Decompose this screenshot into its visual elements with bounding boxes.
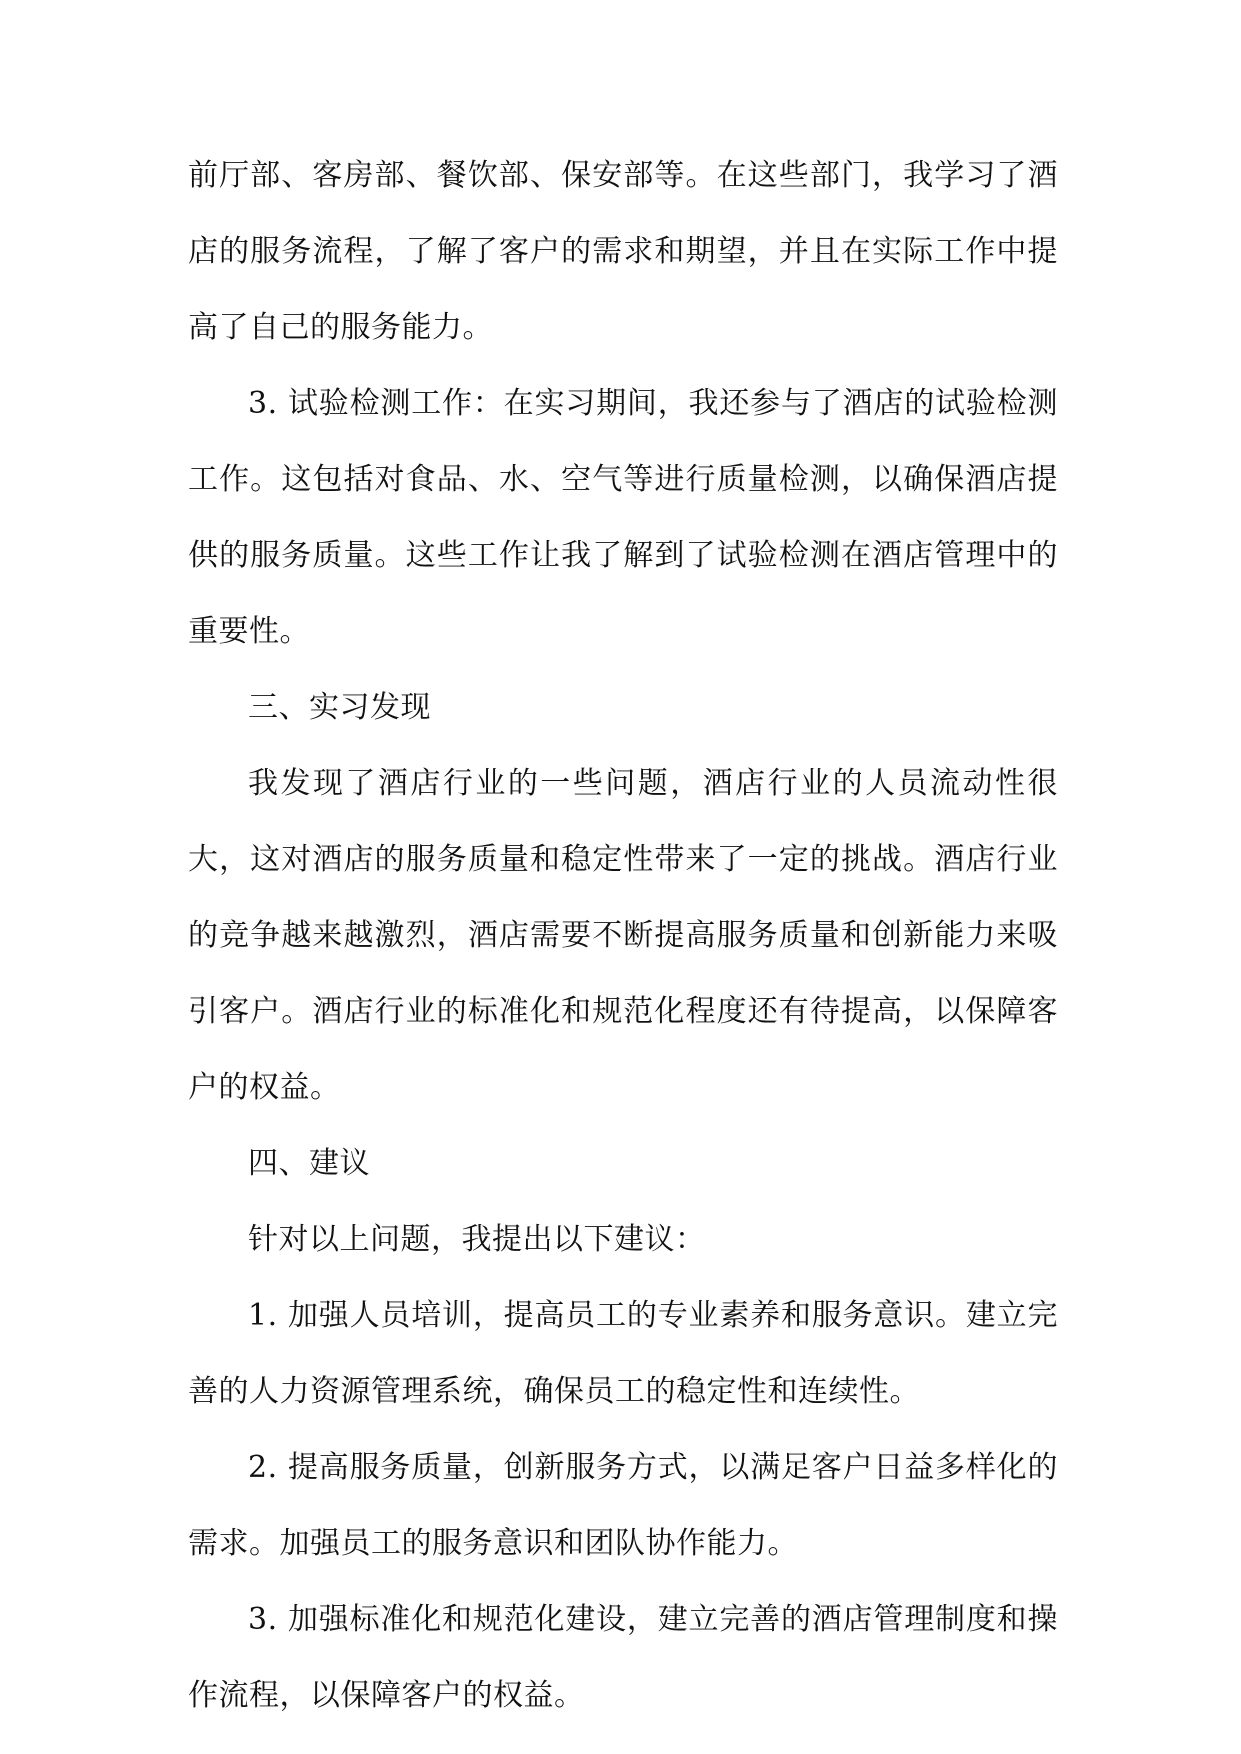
paragraph-suggestion-1: 1. 加强人员培训，提高员工的专业素养和服务意识。建立完善的人力资源管理系统，确保员工的稳定性和连续性。 [188,1298,1058,1409]
document-body [188,138,1058,1734]
paragraph-suggestion-2: 2. 提高服务质量，创新服务方式，以满足客户日益多样化的需求。加强员工的服务意识和团队协作能力。 [188,1450,1058,1561]
section-heading-findings: 三、实习发现 [248,690,431,725]
paragraph-findings: 我发现了酒店行业的一些问题，酒店行业的人员流动性很大，这对酒店的服务质量和稳定性带来了一定的挑战。酒店行业的竞争越来越激烈，酒店需要不断提高服务质量和创新能力来吸引客户。酒店行业的标准化和规范化程度还有待提高，以保障客户的权益。 [188,766,1058,1105]
paragraph-suggestions-intro: 针对以上问题，我提出以下建议： [248,1222,706,1257]
paragraph-departments: 前厅部、客房部、餐饮部、保安部等。在这些部门，我学习了酒店的服务流程，了解了客户的需求和期望，并且在实际工作中提高了自己的服务能力。 [188,158,1058,345]
paragraph-testing-work: 3. 试验检测工作：在实习期间，我还参与了酒店的试验检测工作。这包括对食品、水、空气等进行质量检测，以确保酒店提供的服务质量。这些工作让我了解到了试验检测在酒店管理中的重要性。 [188,386,1058,649]
section-heading-suggestions: 四、建议 [248,1146,370,1181]
paragraph-suggestion-3: 3. 加强标准化和规范化建设，建立完善的酒店管理制度和操作流程，以保障客户的权益。 [188,1602,1058,1713]
